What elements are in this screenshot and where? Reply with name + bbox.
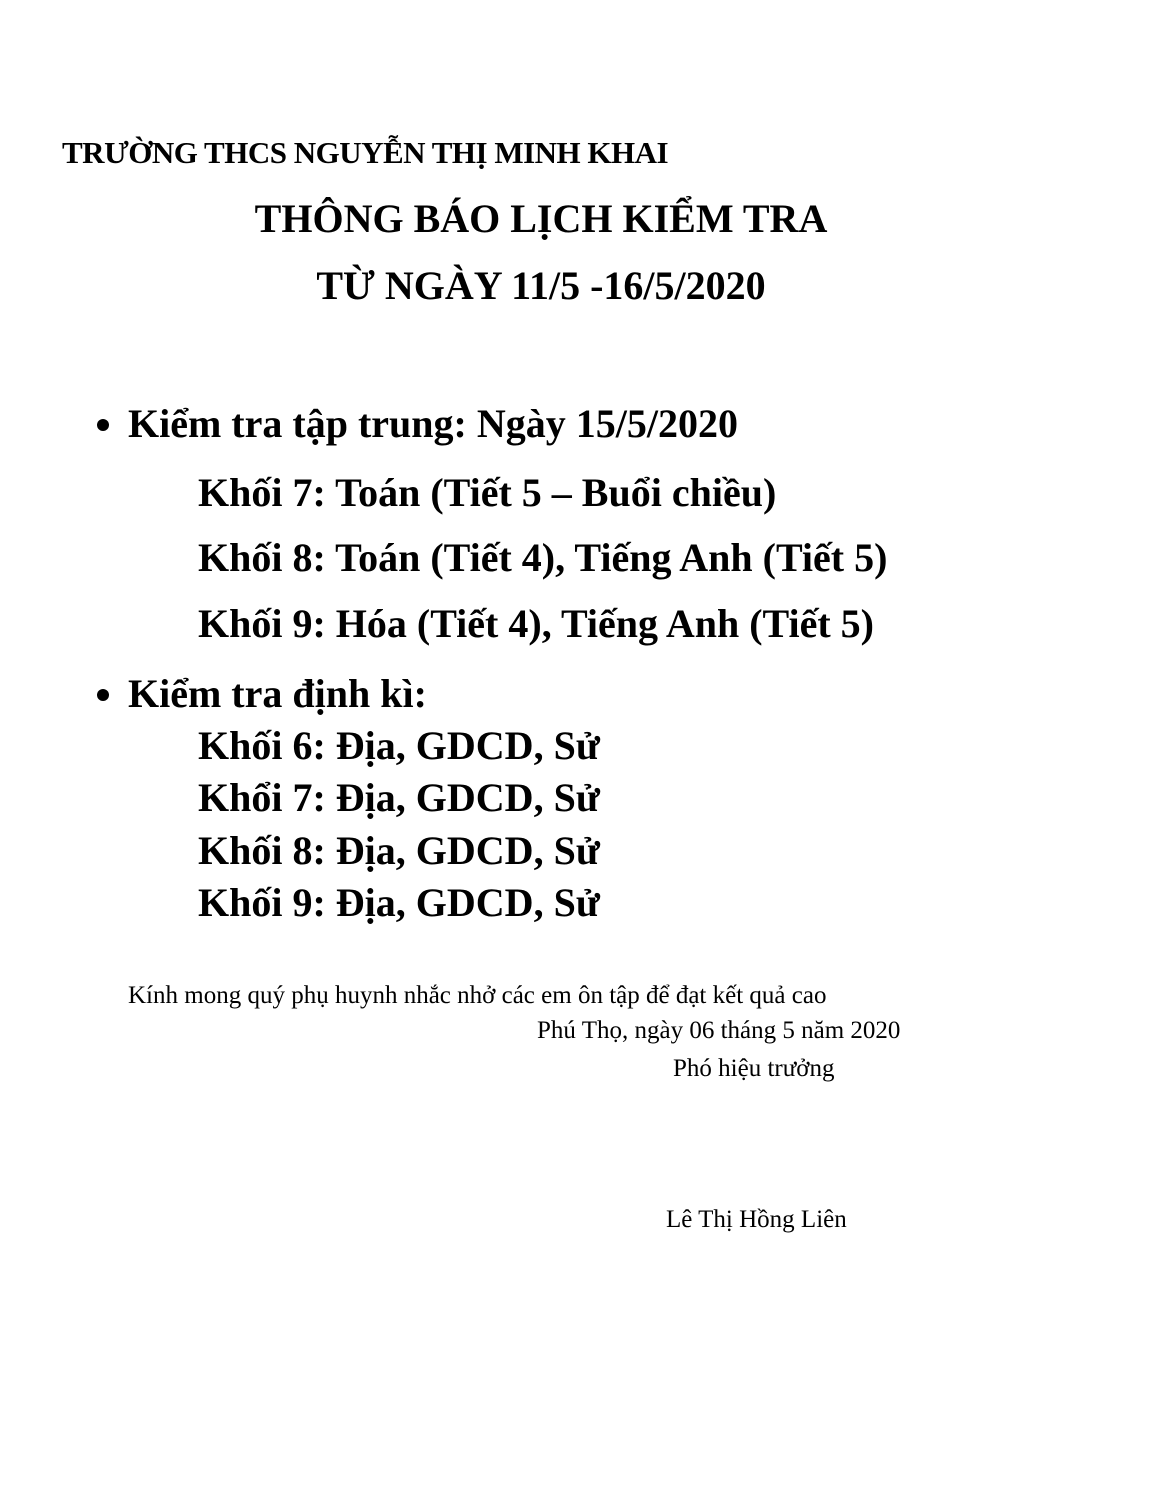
document-subtitle: TỪ NGÀY 11/5 -16/5/2020: [316, 263, 766, 308]
section-heading: Kiểm tra định kì:: [128, 671, 427, 716]
footer-note: Kính mong quý phụ huynh nhắc nhở các em ôn tập để đạt kết quả cao: [128, 982, 827, 1009]
signer-name: Lê Thị Hồng Liên: [666, 1206, 847, 1233]
school-name: TRƯỜNG THCS NGUYỄN THỊ MINH KHAI: [62, 135, 669, 170]
schedule-item: Khối 9: Địa, GDCD, Sử: [198, 880, 600, 925]
signer-position: Phó hiệu trưởng: [673, 1055, 835, 1082]
place-date: Phú Thọ, ngày 06 tháng 5 năm 2020: [537, 1017, 901, 1044]
bullet-icon: [97, 419, 109, 431]
section-heading: Kiểm tra tập trung: Ngày 15/5/2020: [128, 401, 738, 446]
document-title: THÔNG BÁO LỊCH KIỂM TRA: [254, 196, 828, 241]
schedule-item: Khổi 7: Địa, GDCD, Sử: [198, 775, 600, 820]
schedule-item: Khối 6: Địa, GDCD, Sử: [198, 723, 600, 768]
schedule-item: Khối 7: Toán (Tiết 5 – Buổi chiều): [198, 470, 777, 515]
schedule-item: Khối 8: Toán (Tiết 4), Tiếng Anh (Tiết 5): [198, 535, 888, 580]
schedule-item: Khối 8: Địa, GDCD, Sử: [198, 828, 600, 873]
schedule-item: Khối 9: Hóa (Tiết 4), Tiếng Anh (Tiết 5): [198, 601, 874, 646]
bullet-icon: [97, 689, 109, 701]
